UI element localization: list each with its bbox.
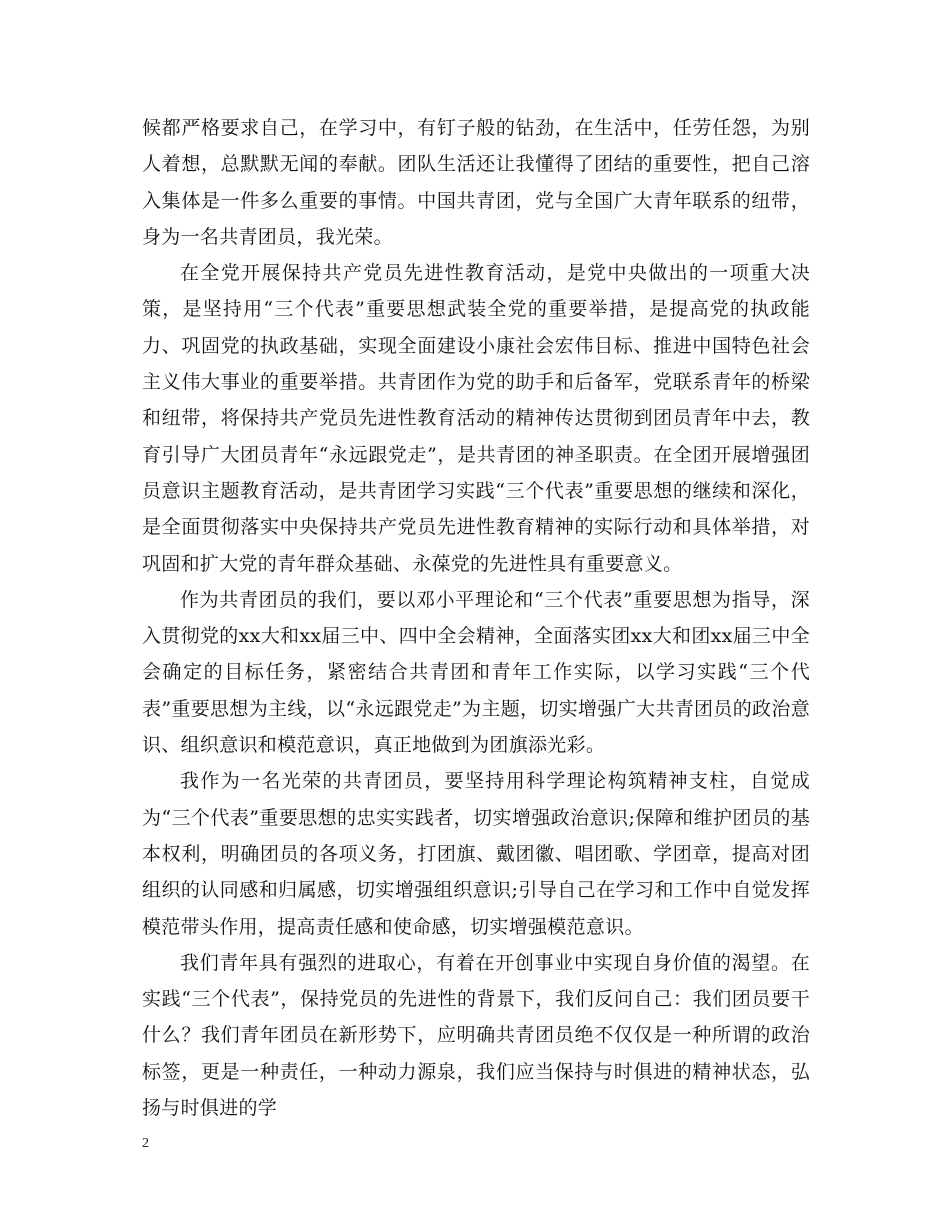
body-text	[142, 110, 810, 1126]
paragraph-1: 候都严格要求自己，在学习中，有钉子般的钻劲，在生活中，任劳任怨，为别人着想，总默默无闻的奉献。团队生活还让我懂得了团结的重要性，把自己溶入集体是一件多么重要的事情。中国共青团，党与全国广大青年联系的纽带，身为一名共青团员，我光荣。	[142, 117, 810, 248]
paragraph-2: 在全党开展保持共产党员先进性教育活动，是党中央做出的一项重大决策，是坚持用“三个代表”重要思想武装全党的重要举措，是提高党的执政能力、巩固党的执政基础，实现全面建设小康社会宏伟目标、推进中国特色社会主义伟大事业的重要举措。共青团作为党的助手和后备军，党联系青年的桥梁和纽带，将保持共产党员先进性教育活动的精神传达贯彻到团员青年中去，教育引导广大团员青年“永远跟党走”，是共青团的神圣职责。在全团开展增强团员意识主题教育活动，是共青团学习实践“三个代表”重要思想的继续和深化，是全面贯彻落实中央保持共产党员先进性教育精神的实际行动和具体举措，对巩固和扩大党的青年群众基础、永葆党的先进性具有重要意义。	[142, 262, 810, 575]
paragraph-5: 我们青年具有强烈的进取心，有着在开创事业中实现自身价值的渴望。在实践“三个代表”，保持党员的先进性的背景下，我们反问自己：我们团员要干什么？我们青年团员在新形势下，应明确共青团员绝不仅仅是一种所谓的政治标签，更是一种责任，一种动力源泉，我们应当保持与时俱进的精神状态，弘扬与时俱进的学	[142, 951, 810, 1120]
paragraph-4: 我作为一名光荣的共青团员，要坚持用科学理论构筑精神支柱，自觉成为“三个代表”重要思想的忠实实践者，切实增强政治意识;保障和维护团员的基本权利，明确团员的各项义务，打团旗、戴团徽、唱团歌、学团章，提高对团组织的认同感和归属感，切实增强组织意识;引导自己在学习和工作中自觉发挥模范带头作用，提高责任感和使命感，切实增强模范意识。	[142, 770, 810, 938]
page-number: 2	[142, 1136, 149, 1151]
paragraph-3: 作为共青团员的我们，要以邓小平理论和“三个代表”重要思想为指导，深入贯彻党的xx大和xx届三中、四中全会精神，全面落实团xx大和团xx届三中全会确定的目标任务，紧密结合共青团和青年工作实际，以学习实践“三个代表”重要思想为主线，以“永远跟党走”为主题，切实增强广大共青团员的政治意识、组织意识和模范意识，真正地做到为团旗添光彩。	[142, 588, 810, 757]
